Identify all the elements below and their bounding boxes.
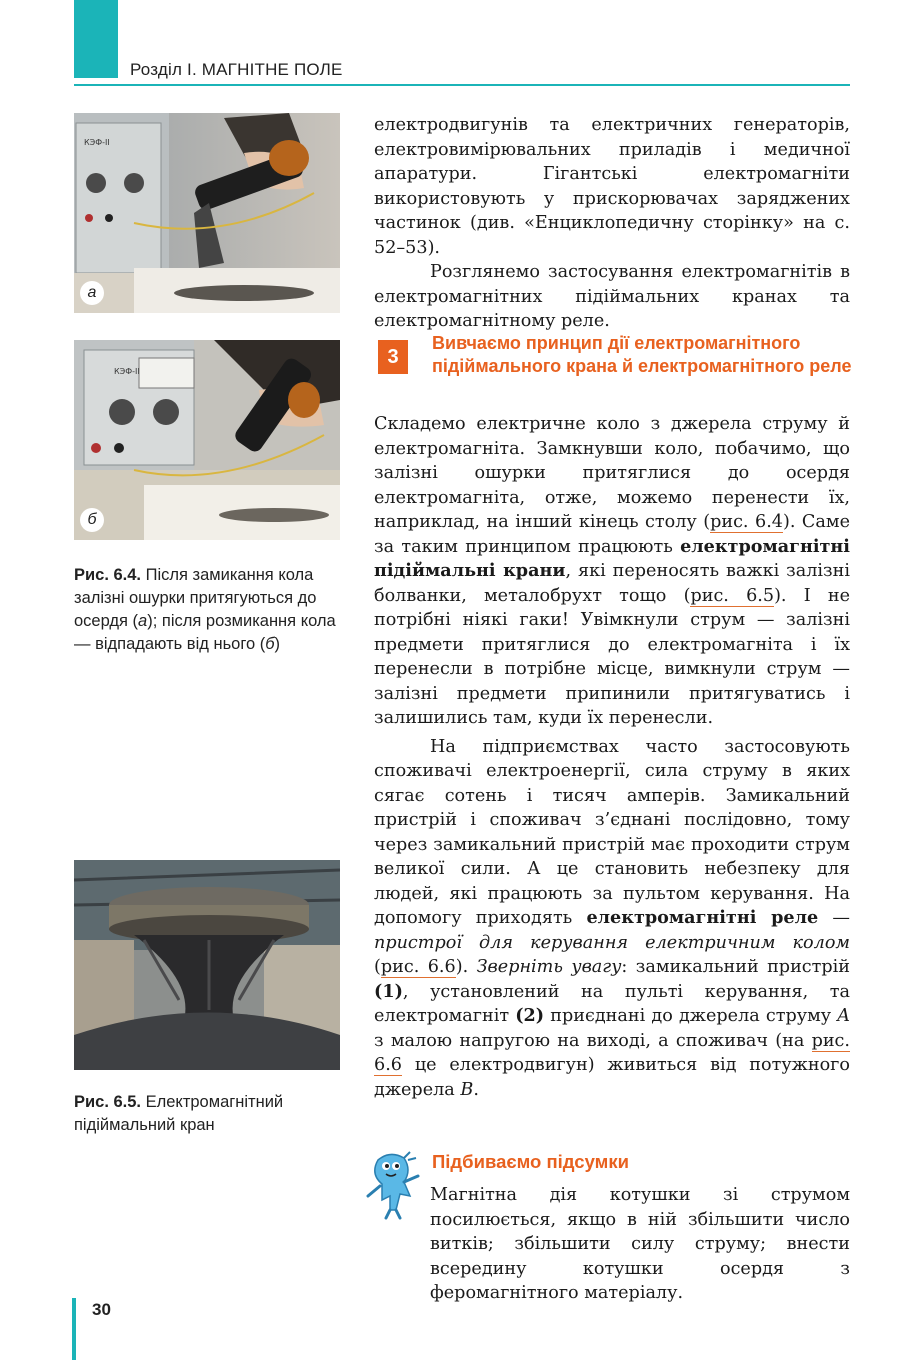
chapter-tab bbox=[74, 0, 118, 78]
figure-reference[interactable]: рис. 6.6 bbox=[374, 1030, 850, 1075]
summary-text-block bbox=[430, 1183, 850, 1306]
body-text-1 bbox=[374, 412, 850, 1102]
intro-paragraph-1: електродвигунів та електричних генераторів, електровимірювальних приладів і медичної апаратури. Гігантські електромагніти використовують у прискорювачах заряджених частинок (див. «Енциклопедичну сторінку» на с. 52–53). bbox=[374, 115, 850, 258]
intro-text bbox=[374, 113, 850, 334]
section-number-badge: 3 bbox=[378, 340, 408, 374]
chapter-title: Розділ I. МАГНІТНЕ ПОЛЕ bbox=[130, 60, 343, 79]
body-paragraph-2: На підприємствах часто застосовують споживачі електроенергії, сила струму в яких сягає сотень і тисяч амперів. Замикальний пристрій і споживач з’єднані послідовно, тому через замикальний пристрій має проходити струм великої сили. А це становить небезпеку для людей, які працюють за пультом керування. На допомогу приходять електромагнітні реле — пристрої для керування електричним колом (рис. 6.6). Зверніть увагу: замикальний пристрій (1), установлений на пульті керування, та електромагніт (2) приєднані до джерела струму A з малою напругою на виході, а споживач (на рис. 6.6 це електродвигун) живиться від потужного джерела B. bbox=[374, 736, 850, 1100]
svg-text:КЭФ-II: КЭФ-II bbox=[84, 138, 110, 147]
intro-paragraph-2: Розглянемо застосування електромагнітів в електромагнітних підіймальних кранах та електромагнітному реле. bbox=[374, 262, 850, 331]
page-bar bbox=[72, 1298, 76, 1360]
figure-6-5-caption: Рис. 6.5. Електромагнітний підіймальний кран bbox=[74, 1093, 284, 1134]
figure-6-4-caption: Рис. 6.4. Після замикання кола залізні ошурки притягуються до осердя (а); після розмикання кола — відпадають від нього (б) bbox=[74, 566, 336, 653]
figure-reference[interactable]: рис. 6.5 bbox=[690, 585, 775, 606]
figure-reference[interactable]: рис. 6.6 bbox=[380, 957, 456, 977]
figure-label-a: а bbox=[80, 281, 104, 305]
summary-title: Підбиваємо підсумки bbox=[432, 1151, 629, 1172]
summary-text: Магнітна дія котушки зі струмом посилюється, якщо в ній збільшити число витків; збільшити силу струму; внести всередину котушки осердя з феромагнітного матеріалу. bbox=[430, 1185, 850, 1303]
figure-6-4b-photo bbox=[74, 340, 340, 540]
figure-6-5-photo bbox=[74, 860, 340, 1070]
section-title: Вивчаємо принцип дії електромагнітного підіймального крана й електромагнітного реле bbox=[432, 333, 852, 376]
svg-text:КЭФ-II: КЭФ-II bbox=[114, 367, 140, 376]
page-number: 30 bbox=[92, 1300, 111, 1319]
mascot-icon bbox=[360, 1150, 424, 1226]
figure-6-4a-photo bbox=[74, 113, 340, 313]
header-rule bbox=[74, 84, 850, 86]
figure-label-b: б bbox=[80, 508, 104, 532]
figure-reference[interactable]: рис. 6.4 bbox=[710, 512, 783, 532]
body-paragraph-1: Складемо електричне коло з джерела струму й електромагніта. Замкнувши коло, побачимо, що залізні ошурки притяглися до осердя електромагніта, отже, можемо перенести їх, наприклад, на інший кінець столу (рис. 6.4). Саме за таким принципом працюють електромагнітні підіймальні крани, які переносять важкі залізні болванки, металобрухт тощо (рис. 6.5). І не потрібні ніякі гаки! Увімкнули струм — залізні предмети притяглися до електромагніта і їх перенесли в потрібне місце, вимкнули струм — залізні предмети припинили притягуватись і залишились там, куди їх перенесли. bbox=[374, 414, 850, 728]
